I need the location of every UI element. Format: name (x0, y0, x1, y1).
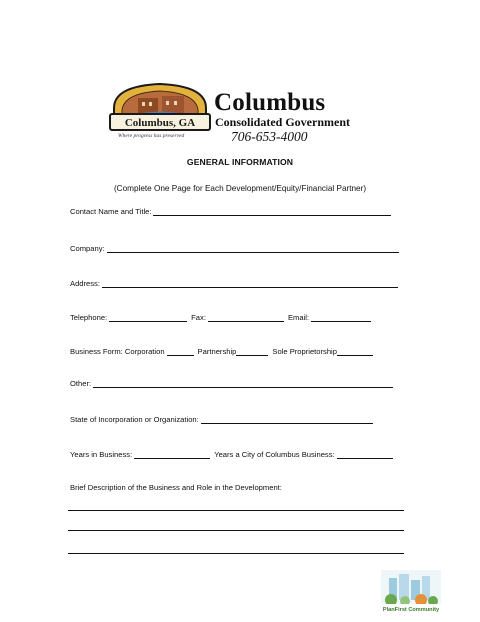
logo-tagline: Where progress has preserved (118, 133, 185, 139)
telephone-line[interactable] (109, 312, 187, 322)
years-row (70, 449, 393, 459)
telephone-fax-email-row (70, 312, 371, 322)
badge-text: PlanFirst Community (382, 607, 440, 613)
years-city-business-label: Years a City of Columbus Business: (214, 450, 335, 459)
organization-header (214, 90, 364, 145)
fax-line[interactable] (208, 312, 284, 322)
company-field (70, 243, 399, 253)
contact-name-line[interactable] (153, 206, 391, 216)
planfirst-community-badge (381, 570, 441, 614)
address-field (70, 278, 398, 288)
email-line[interactable] (311, 312, 371, 322)
organization-phone: 706-653-4000 (231, 129, 308, 144)
description-label: Brief Description of the Business and Role in the Development: (70, 483, 282, 492)
form-subtitle: (Complete One Page for Each Development/Equity/Financial Partner) (113, 184, 367, 193)
business-form-row (70, 346, 373, 356)
partnership-label: Partnership (197, 347, 237, 356)
address-label: Address: (70, 279, 100, 288)
company-label: Company: (70, 244, 105, 253)
description-line-3[interactable] (68, 553, 404, 554)
business-form-label: Business Form: Corporation (70, 347, 165, 356)
sole-proprietorship-label: Sole Proprietorship (272, 347, 337, 356)
email-label: Email: (287, 313, 310, 322)
company-line[interactable] (107, 243, 399, 253)
organization-subtitle: Consolidated Government (215, 115, 350, 129)
fax-label: Fax: (191, 313, 206, 322)
description-field (70, 483, 282, 492)
other-label: Other: (70, 379, 92, 388)
incorporation-line[interactable] (201, 414, 373, 424)
years-city-business-line[interactable] (337, 449, 393, 459)
form-title: GENERAL INFORMATION (186, 157, 294, 167)
other-line[interactable] (93, 378, 393, 388)
description-line-2[interactable] (68, 530, 404, 531)
corporation-line[interactable] (167, 346, 194, 356)
logo-wordmark: Columbus, GA (124, 117, 196, 129)
description-line-1[interactable] (68, 510, 404, 511)
partnership-line[interactable] (236, 346, 268, 356)
sole-proprietorship-line[interactable] (337, 346, 373, 356)
incorporation-field (70, 414, 373, 424)
incorporation-label: State of Incorporation or Organization: (70, 415, 199, 424)
address-line[interactable] (102, 278, 398, 288)
contact-name-field (70, 206, 391, 216)
telephone-label: Telephone: (70, 313, 108, 322)
years-in-business-line[interactable] (134, 449, 210, 459)
contact-name-label: Contact Name and Title: (70, 207, 152, 216)
years-in-business-label: Years in Business: (70, 450, 133, 459)
organization-name: Columbus (214, 89, 326, 116)
other-field (70, 378, 393, 388)
